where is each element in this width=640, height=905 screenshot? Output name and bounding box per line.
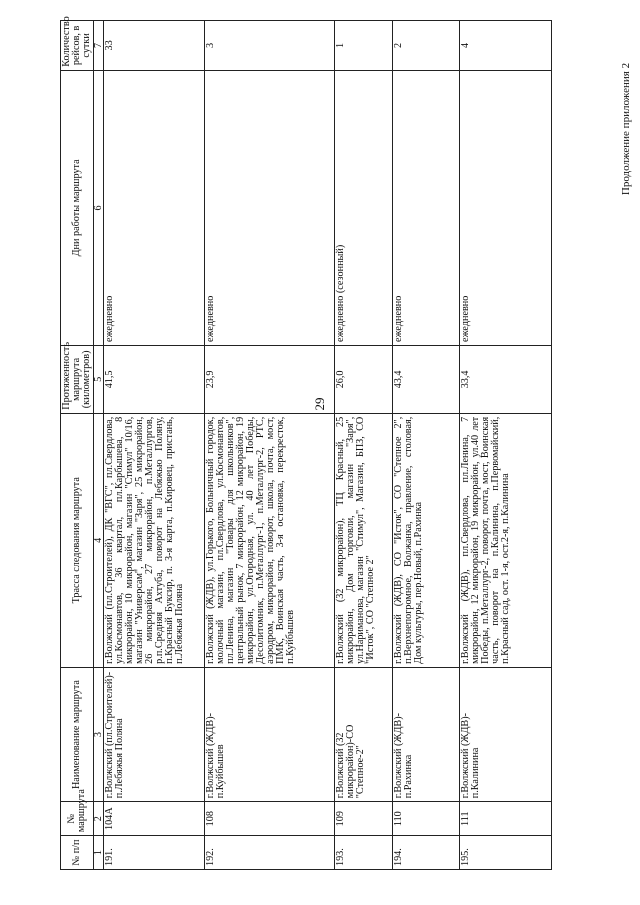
route-number: 104А — [104, 802, 205, 836]
route-name: г.Волжский (32 микрорайон)-СО "Степное-2" — [335, 667, 393, 801]
row-num: 191. — [104, 836, 205, 870]
row-num: 193. — [335, 836, 393, 870]
table-row — [460, 21, 552, 870]
route-trips: 3 — [205, 21, 335, 71]
column-number: 6 — [94, 70, 104, 345]
route-days: ежедневно — [460, 70, 552, 345]
column-number: 4 — [94, 413, 104, 667]
column-number: 5 — [94, 346, 104, 414]
header-row — [61, 21, 94, 870]
page-number: 29 — [312, 397, 327, 411]
row-num: 192. — [205, 836, 335, 870]
table-row — [205, 21, 335, 870]
route-days: ежедневно — [104, 70, 205, 345]
header-path: Трасса следования маршрута — [61, 413, 94, 667]
route-days: ежедневно — [205, 70, 335, 345]
header-route: № маршрута — [61, 802, 94, 836]
header-days: Дни работы маршрута — [61, 70, 94, 345]
column-number: 2 — [94, 802, 104, 836]
route-name: г.Волжский (ЖДВ)-п.Куйбышев — [205, 667, 335, 801]
header-length: Протяженность маршрута (километров) — [61, 346, 94, 414]
header-name: Наименование маршрута — [61, 667, 94, 801]
route-path: г.Волжский (ЖДВ), ул.Горького, Больничный городок, молочный магазин, пл.Свердлова, ул.Космонавтов, пл.Ленина, магазин "Товары для школьников", центральный рынок, 7 микрорайон, 12 микрорайон, 19 микрорайон, ул.Огородная, ул. 40 лет Победы, Десолитомник, п.Металлург-1, п.Металлург-2, РТС, аэродром, микрорайон, поворот, школа, почта, мост, ПМК, Воинская часть, 3-я остановка, перекресток, п.Куйбышев — [205, 413, 335, 667]
route-days: ежедневно — [393, 70, 460, 345]
header-trips: Количество рейсов, в сутки — [61, 21, 94, 71]
route-days: ежедневно (сезонный) — [335, 70, 393, 345]
row-num: 195. — [460, 836, 552, 870]
route-name: г.Волжский (пл.Строителей)-п.Лебяжья Поляна — [104, 667, 205, 801]
route-name: г.Волжский (ЖДВ)-п.Калинина — [460, 667, 552, 801]
table-row — [393, 21, 460, 870]
route-length: 41,5 — [104, 346, 205, 414]
rotated-table-wrapper — [60, 16, 604, 870]
route-length: 43,4 — [393, 346, 460, 414]
route-number: 108 — [205, 802, 335, 836]
column-number: 1 — [94, 836, 104, 870]
route-path: г.Волжский (ЖДВ), пл.Свердлова, пл.Ленина, 7 микрорайон, 12 микрорайон, 19 микрорайон, ул.40 лет Победы, п.Металлург-2, поворот, почта, мост, Воинская часть, поворот на п.Калинина, п.Первомайский, п.Красный сад, ост. 1-я, ост.2-я, п.Калинина — [460, 413, 552, 667]
route-trips: 1 — [335, 21, 393, 71]
route-trips: 4 — [460, 21, 552, 71]
column-number: 7 — [94, 21, 104, 71]
route-length: 26,0 — [335, 346, 393, 414]
routes-table — [60, 16, 552, 870]
route-length: 33,4 — [460, 346, 552, 414]
header-num: № п/п — [61, 836, 94, 870]
route-trips: 2 — [393, 21, 460, 71]
route-length: 23,9 — [205, 346, 335, 414]
row-num: 194. — [393, 836, 460, 870]
column-number-row — [94, 21, 104, 870]
table-row — [104, 21, 205, 870]
route-path: г.Волжский (32 микрорайон), ТЦ Красный, 25 микрорайон, Дом торговли, магазин "Заря", ул.Нариманова, магазин "Стимул", Магазин, БПЗ, СО "Исток", СО "Степное 2" — [335, 413, 393, 667]
table-row — [335, 21, 393, 870]
continuation-label: Продолжение приложения 2 — [620, 62, 632, 196]
column-number: 3 — [94, 667, 104, 801]
route-path: г.Волжский (пл.Строителей), ДК "ВГС", пл.Свердлова, ул.Космонавтов, 36 квартал, пл.Карбышева, 8 микрорайон, 10 микрорайон, магазин "Стимул" 10/16, магазин "Универсам", магазин "Заря", 25 микрорайон, 26 микрорайон, 27 микрорайон, п.Металлургов, р.п.Средняя Ахтуба, поворот на Лебяжью Поляну, п.Красный Буксир, п. 3-я карта, п.Кировец, пристань, п.Лебяжья Поляна — [104, 413, 205, 667]
route-path: г.Волжский (ЖДВ), СО "Исток", СО "Степное 2", п.Верхнепогромное, Волжанка, правление, столовая, Дом культуры, пер.Новый, п.Рахинка — [393, 413, 460, 667]
route-trips: 33 — [104, 21, 205, 71]
route-number: 110 — [393, 802, 460, 836]
route-name: г.Волжский (ЖДВ)-п.Рахинка — [393, 667, 460, 801]
route-number: 111 — [460, 802, 552, 836]
route-number: 109 — [335, 802, 393, 836]
